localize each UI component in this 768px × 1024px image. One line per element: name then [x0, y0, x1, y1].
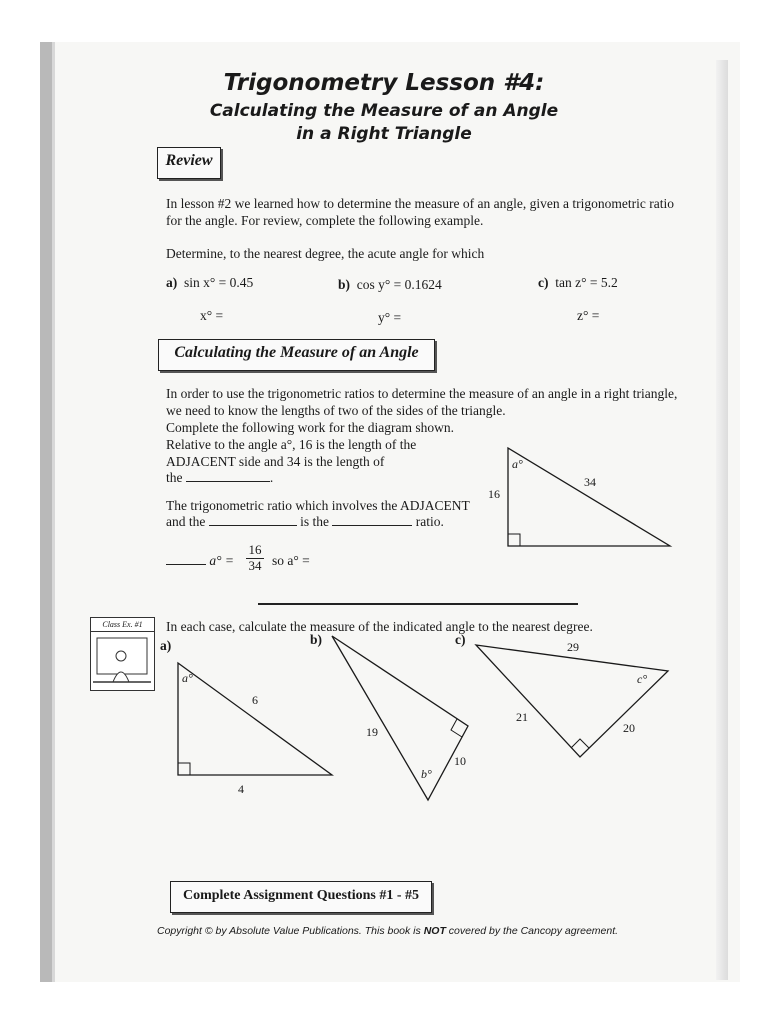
triangle-b: [320, 630, 480, 805]
triangle-b-outline: [332, 636, 468, 800]
review-part-a: [166, 275, 253, 291]
review-heading-box: [157, 147, 221, 179]
ratio-is-the: is the: [300, 514, 329, 529]
review-intro-line2: for the angle. For review, complete the following example.: [166, 213, 484, 228]
review-intro-line1: In lesson #2 we learned how to determine the measure of an angle, given a trigonometric ratio: [166, 196, 674, 211]
triangle-a-angle: a°: [182, 671, 193, 685]
right-angle-mark: [508, 534, 520, 546]
fraction-denominator: 34: [246, 558, 264, 573]
part-c-equation: tan z° = 5.2: [555, 275, 618, 290]
assignment-text: Complete Assignment Questions #1 - #5: [182, 888, 420, 903]
copyright-post: covered by the Cancopy agreement.: [445, 925, 619, 937]
class-example-instruction: In each case, calculate the measure of the indicated angle to the nearest degree.: [166, 619, 593, 634]
part-b-label: b): [338, 277, 351, 292]
fraction-numerator: 16: [248, 542, 262, 557]
page-edge: [716, 60, 728, 980]
relative-line2: ADJACENT side and 34 is the length of: [166, 454, 385, 469]
class-example-badge: [90, 617, 155, 691]
ratio-and-the: and the: [166, 514, 206, 529]
triangle-a-label: a): [160, 638, 172, 653]
diagram-triangle: [480, 440, 680, 555]
triangle-outline: [508, 448, 670, 546]
triangle-c-right-angle: [571, 739, 589, 748]
lesson-subtitle-line1: Calculating the Measure of an Angle: [209, 101, 559, 121]
review-part-c: [538, 275, 618, 291]
review-prompt: Determine, to the nearest degree, the acute angle for which: [166, 246, 485, 261]
part-b-equation: cos y° = 0.1624: [356, 277, 442, 292]
triangle-c-outline: [476, 645, 668, 757]
review-part-b: [338, 277, 442, 293]
relative-the: the: [166, 470, 183, 485]
calc-line3: Complete the following work for the diagram shown.: [166, 420, 454, 435]
relative-line1: Relative to the angle a°, 16 is the length of the: [166, 437, 417, 452]
ratio-ratio: ratio.: [415, 514, 444, 529]
triangle-b-label: b): [310, 632, 323, 647]
side-hyp-label: 34: [584, 475, 596, 489]
triangle-a-hyp: 6: [252, 693, 258, 707]
equation-so: so a° =: [272, 553, 310, 568]
side-vertical-label: 16: [488, 487, 500, 501]
equation-angle: a° =: [209, 553, 235, 568]
triangle-b-angle: b°: [421, 767, 432, 781]
triangle-c-top: 29: [567, 640, 579, 654]
ratio-line1: The trigonometric ratio which involves the ADJACENT: [166, 498, 470, 513]
calc-line2: we need to know the lengths of two of the sides of the triangle.: [166, 403, 506, 418]
triangle-c-angle: c°: [637, 672, 648, 686]
triangle-a: [170, 655, 340, 795]
equation-line: [166, 553, 234, 569]
triangle-c-right: 20: [623, 721, 635, 735]
fraction: [246, 542, 264, 573]
lesson-title: Trigonometry Lesson #4:: [223, 70, 545, 96]
calculating-heading-box: [158, 339, 435, 371]
part-a-answer: x° =: [200, 308, 224, 323]
triangle-c-left: 21: [516, 710, 528, 724]
copyright-not: NOT: [423, 925, 446, 937]
triangle-c: [470, 635, 675, 765]
part-c-label: c): [538, 275, 549, 290]
triangle-c-label: c): [455, 632, 466, 647]
triangle-a-right-angle: [178, 763, 190, 775]
part-a-equation: sin x° = 0.45: [184, 275, 254, 290]
section-divider: [258, 603, 578, 605]
assignment-box: [170, 881, 432, 913]
review-heading: Review: [165, 152, 213, 169]
answer-blank-ratio[interactable]: [332, 525, 412, 526]
part-b-answer: y° =: [378, 310, 402, 325]
calc-line1: In order to use the trigonometric ratios to determine the measure of an angle in a right triangle,: [166, 386, 678, 401]
answer-blank-function[interactable]: [166, 564, 206, 565]
ratio-line2: [166, 514, 444, 530]
triangle-b-right: 10: [454, 754, 466, 768]
angle-label: a°: [512, 457, 523, 471]
calculating-heading: Calculating the Measure of an Angle: [174, 344, 419, 361]
part-a-label: a): [166, 275, 178, 290]
copyright-pre: Copyright © by Absolute Value Publications. This book is: [157, 925, 424, 937]
copyright-notice: [157, 925, 618, 937]
relative-line3: the .: [166, 470, 274, 485]
class-example-label: Class Ex. #1: [91, 618, 154, 632]
answer-blank-side[interactable]: [186, 481, 270, 482]
triangle-a-outline: [178, 663, 332, 775]
triangle-a-base: 4: [238, 782, 244, 796]
answer-blank-side2[interactable]: [209, 525, 297, 526]
lesson-subtitle-line2: in a Right Triangle: [296, 124, 472, 144]
part-c-answer: z° =: [577, 308, 600, 323]
teacher-icon: [91, 632, 154, 688]
triangle-b-left: 19: [366, 725, 378, 739]
